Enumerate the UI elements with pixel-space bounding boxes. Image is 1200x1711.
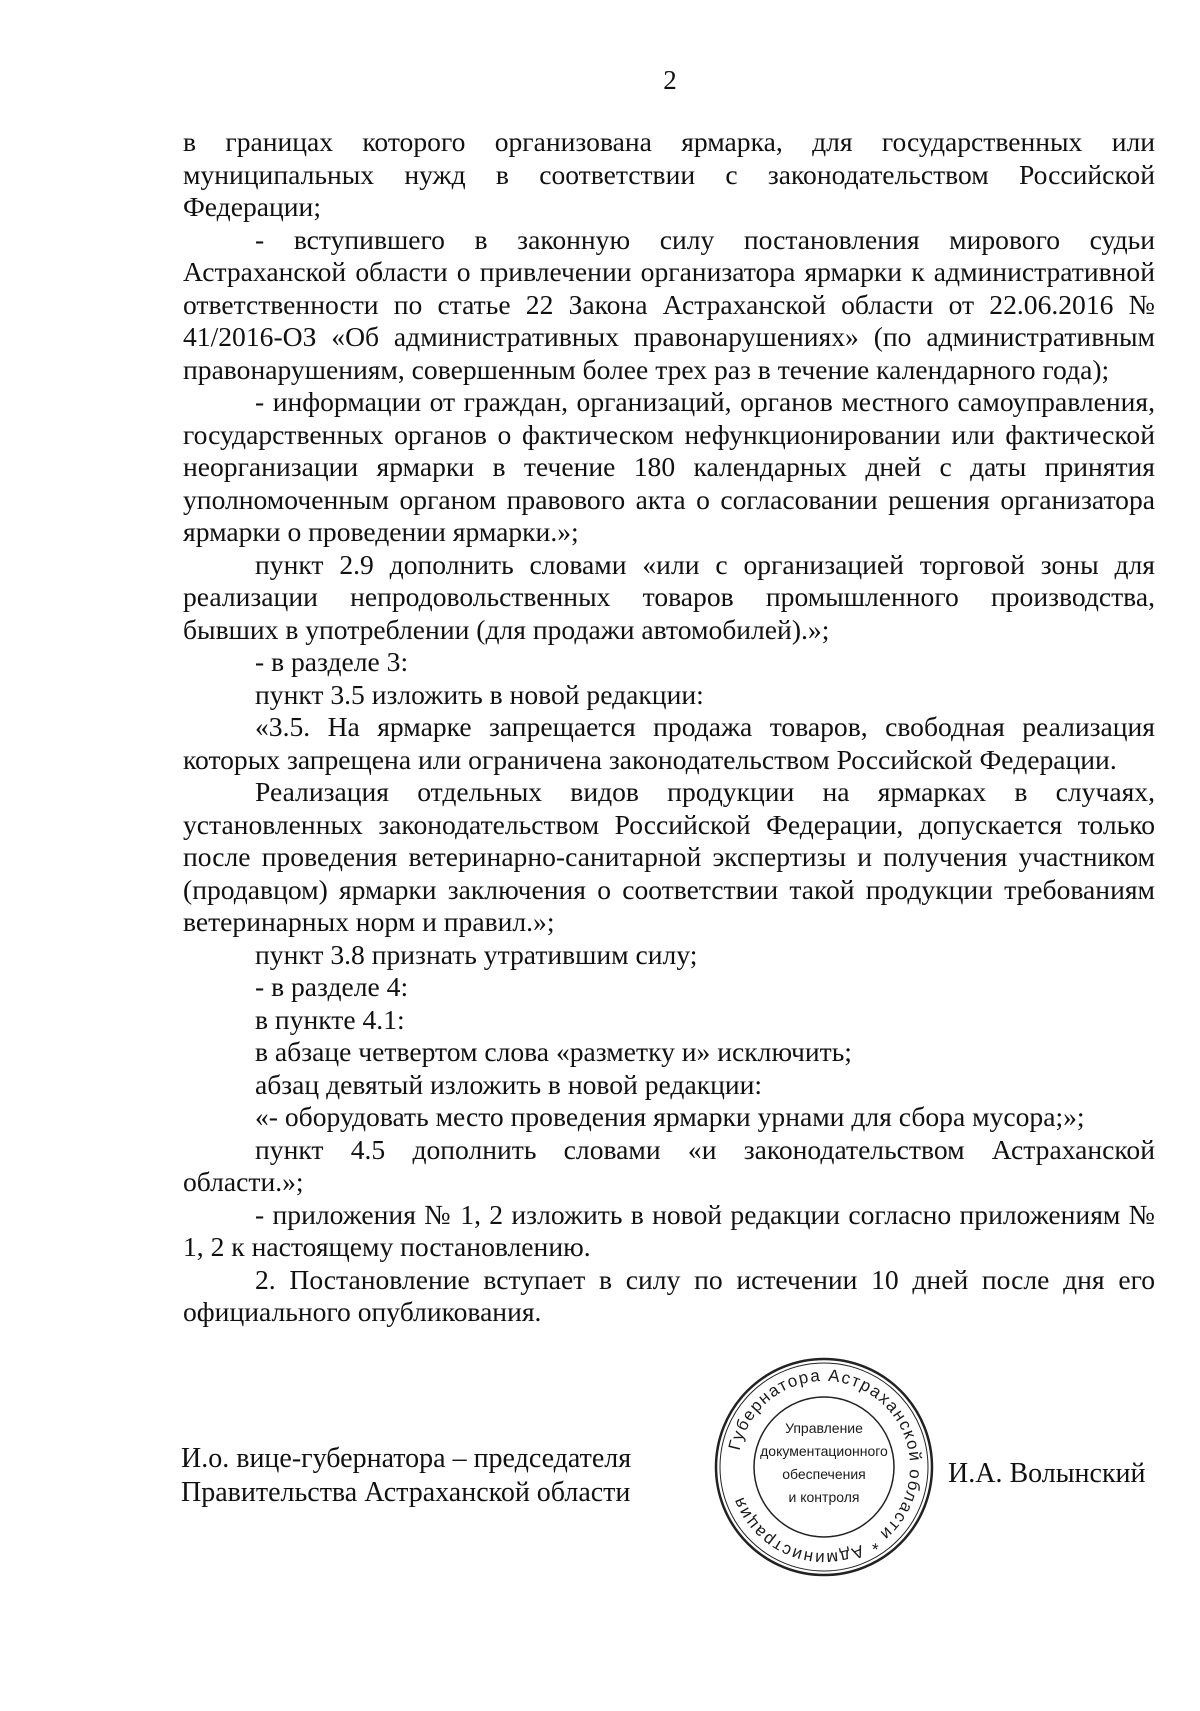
paragraph: - в разделе 3: (255, 646, 409, 677)
stamp-seal-graphic (712, 1355, 936, 1579)
signature-position-line-2: Правительства Астраханской области (181, 1477, 631, 1508)
paragraph: - в разделе 4: (255, 971, 409, 1002)
paragraph: в пункте 4.1: (255, 1003, 405, 1035)
signature-position-line-1: И.о. вице-губернатора – председателя (181, 1443, 632, 1474)
signature-position (181, 1442, 631, 1510)
paragraph: пункт 2.9 дополнить словами «или с организацией торговой зоны для реализации непродовольственных товаров промышленного производства, бывших в употреблении (для продажи автомобилей).»; (183, 548, 1155, 645)
official-stamp (712, 1355, 936, 1579)
paragraph: - приложения № 1, 2 изложить в новой редакции согласно приложениям № 1, 2 к настоящему постановлению. (183, 1198, 1155, 1262)
paragraph: пункт 3.5 изложить в новой редакции: (255, 678, 704, 710)
paragraph: - вступившего в законную силу постановления мирового судьи Астраханской области о привлечении организатора ярмарки к административной ответственности по статье 22 Закона Астраханской области от 22.06.2016 № 41/2016-ОЗ «Об административных правонарушениях» (по административным правонарушениям, совершенным более трех раз в течение календарного года); (183, 223, 1155, 385)
page-number: 2 (663, 65, 677, 95)
paragraph: 2. Постановление вступает в силу по истечении 10 дней после дня его официального опубликования. (183, 1263, 1155, 1327)
document-body (183, 126, 1155, 1329)
paragraph: пункт 4.5 дополнить словами «и законодательством Астраханской области.»; (183, 1133, 1155, 1197)
stamp-inner-line-1: Управление (785, 1420, 863, 1436)
paragraph: в абзаце четвертом слова «разметку и» исключить; (255, 1036, 852, 1067)
stamp-inner-line-2: документационного (760, 1443, 888, 1459)
paragraph: абзац девятый изложить в новой редакции: (255, 1068, 763, 1100)
paragraph: «3.5. На ярмарке запрещается продажа товаров, свободная реализация которых запрещена или ограничена законодательством Российской Федерации. (183, 711, 1155, 775)
paragraph: - информации от граждан, организаций, органов местного самоуправления, государственных органов о фактическом нефункционировании или фактической неорганизации ярмарки в течение 180 календарных дней с даты принятия уполномоченным органом правового акта о согласовании решения организатора ярмарки о проведении ярмарки.»; (183, 386, 1155, 547)
signature-name: И.А. Волынский (948, 1458, 1146, 1489)
paragraph: «- оборудовать место проведения ярмарки урнами для сбора мусора;»; (255, 1101, 1085, 1132)
paragraph: Реализация отдельных видов продукции на ярмарках в случаях, установленных законодательством Российской Федерации, допускается только после проведения ветеринарно-санитарной экспертизы и получения участником (продавцом) ярмарки заключения о соответствии такой продукции требованиям ветеринарных норм и правил.»; (183, 776, 1155, 937)
paragraph: в границах которого организована ярмарка, для государственных или муниципальных нужд в соответствии с законодательством Российской Федерации; (183, 126, 1155, 222)
stamp-inner-line-3: обеспечения (782, 1466, 866, 1482)
stamp-outer-text: Губернатора Астраханской области * Администрация (724, 1365, 926, 1569)
paragraph: пункт 3.8 признать утратившим силу; (255, 938, 698, 970)
stamp-inner-line-4: и контроля (788, 1489, 860, 1505)
